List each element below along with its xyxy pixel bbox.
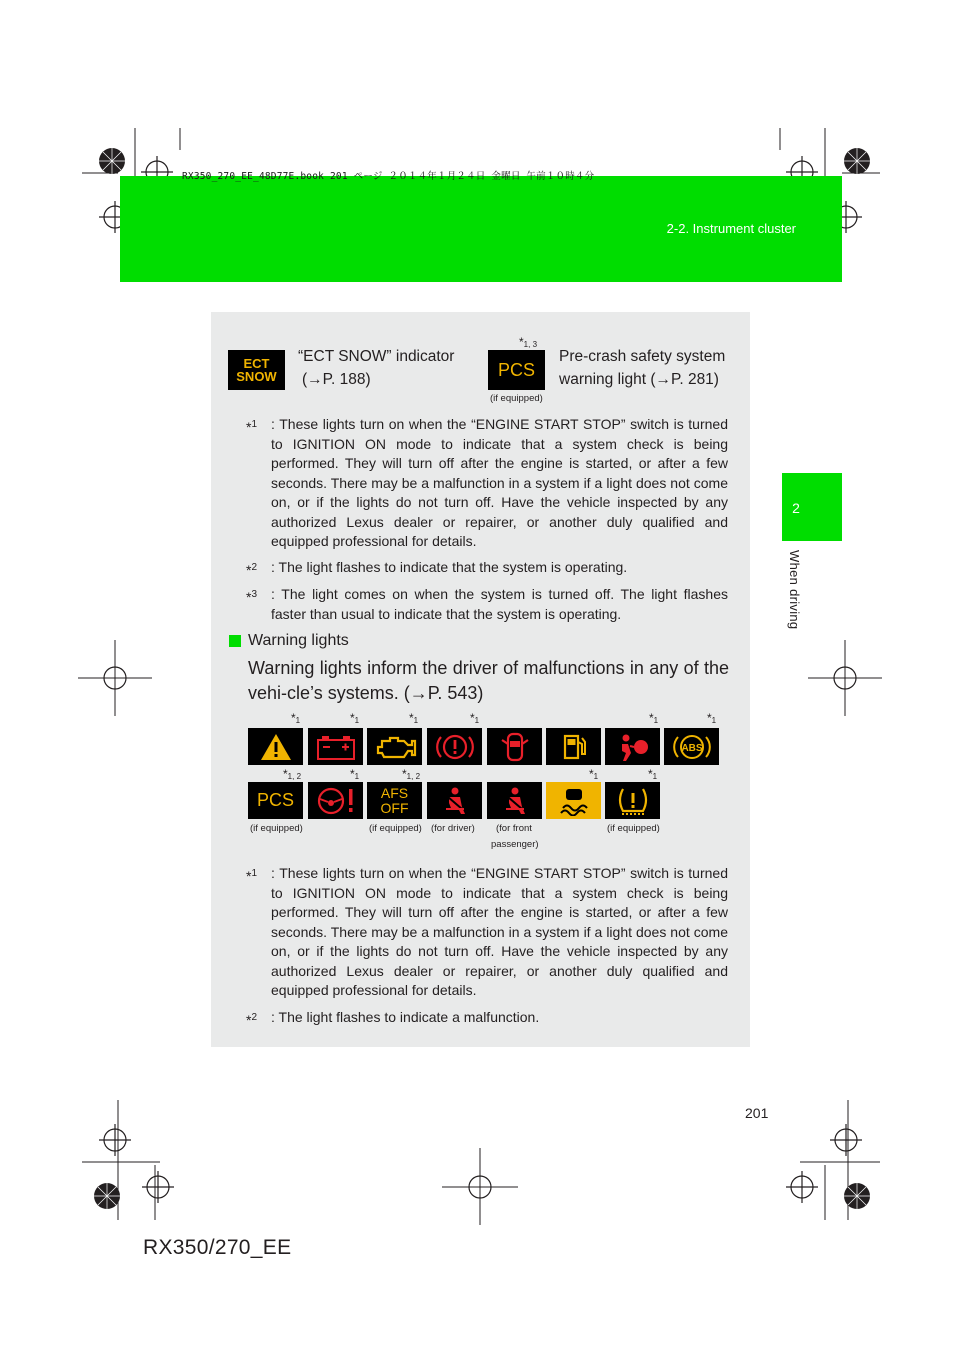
footnote-top-1 (246, 415, 728, 552)
footnote-star: * (246, 589, 252, 605)
footnote-num: 1 (251, 419, 258, 430)
heading-bullet-icon (229, 635, 241, 647)
row2-star-7: $*_1$ (648, 767, 658, 781)
slip-indicator-icon (546, 782, 601, 819)
footnote-bottom-2 (246, 1008, 728, 1028)
afs-off-line2: OFF (380, 799, 409, 816)
charging-system-icon (308, 728, 363, 765)
footnote-star: * (246, 419, 252, 435)
footnote-mark (246, 415, 257, 438)
afs-off-line1: AFS (380, 784, 409, 801)
ect-snow-label-line2: (→P. 188) (302, 371, 371, 388)
file-info: RX350_270_EE_48D77E.book 201 ページ ２０１４年１月２４日 金曜日 午前１０時４分 (182, 171, 595, 182)
pcs-indicator-text: PCS (497, 359, 535, 380)
master-warning-icon (248, 728, 303, 765)
seatbelt-driver-icon (427, 782, 482, 819)
pcs-warning-text: PCS (256, 790, 294, 810)
note-driver: (for driver) (431, 823, 475, 834)
row1-star-1: $*_1$ (291, 711, 301, 725)
brake-system-icon (427, 728, 482, 765)
ect-snow-label (298, 345, 454, 391)
pcs-warning-icon (248, 782, 303, 819)
footnote-top-3 (246, 585, 728, 624)
note-passenger-2: passenger) (491, 839, 539, 850)
abs-icon (664, 728, 719, 765)
row1-star-3: $*_1$ (409, 711, 419, 725)
footnote-bottom-1 (246, 864, 728, 1001)
footnote-mark (246, 1008, 257, 1031)
ect-snow-icon-line2: SNOW (236, 369, 277, 384)
row2-star-3: $*_{1, 2}$ (402, 767, 421, 781)
tire-pressure-icon (605, 782, 660, 819)
seatbelt-passenger-icon (487, 782, 542, 819)
row2-star-6: $*_1$ (589, 767, 599, 781)
footnote-text: : These lights turn on when the “ENGINE START STOP” switch is turned to IGNITION ON mode to indicate that a system check is being performed. They will turn off after the engine is started, or after a few seconds. There may be a malfunction in a system if a light does not come on, or if the lights do not turn off. Have the vehicle inspected by any authorized Lexus dealer or repairer, or another duly qualified and equipped professional for details. (271, 865, 728, 998)
footnote-text: : These lights turn on when the “ENGINE START STOP” switch is turned to IGNITION ON mode to indicate that a system check is being performed. They will turn off after the engine is started, or after a few seconds. There may be a malfunction in a system if a light does not come on, or if the lights do not turn off. Have the vehicle inspected by any authorized Lexus dealer or repairer, or another duly qualified and equipped professional for details. (271, 416, 728, 549)
footnote-text: : The light flashes to indicate a malfunction. (271, 1009, 540, 1025)
note-tire: (if equipped) (607, 823, 660, 834)
footnote-text: : The light flashes to indicate that the system is operating. (271, 559, 628, 575)
row1-star-7: $*_1$ (649, 711, 659, 725)
srs-airbag-icon (605, 728, 660, 765)
power-steering-icon (308, 782, 363, 819)
footnote-mark (246, 585, 257, 608)
row1-star-8: $*_1$ (707, 711, 717, 725)
pcs-label-line1: Pre-crash safety system (559, 348, 726, 365)
check-engine-icon (367, 728, 422, 765)
model-code: RX350/270_EE (143, 1236, 292, 1259)
footnote-star: * (246, 1012, 252, 1028)
open-door-icon (487, 728, 542, 765)
footnote-mark (246, 864, 257, 887)
row2-star-1: $*_{1, 2}$ (283, 767, 302, 781)
ect-snow-label-line1: “ECT SNOW” indicator (298, 348, 455, 365)
footnote-num: 2 (251, 1012, 258, 1023)
pcs-label-line2: warning light (→P. 281) (559, 371, 719, 388)
svg-text:ABS: ABS (680, 742, 703, 754)
note-pcs: (if equipped) (250, 823, 303, 834)
footnote-star: * (246, 562, 252, 578)
ect-snow-icon (228, 350, 285, 390)
chapter-number: 2 (792, 500, 800, 516)
chapter-label: When driving (787, 550, 802, 630)
afs-off-icon (367, 782, 422, 819)
low-fuel-icon (546, 728, 601, 765)
footnote-mark (246, 558, 257, 581)
warning-lights-heading (229, 632, 349, 650)
note-passenger-1: (for front (496, 823, 532, 834)
footnote-num: 1 (251, 868, 258, 879)
pcs-star-sub: 1, 3 (523, 340, 538, 349)
footnote-star: * (246, 868, 252, 884)
page-number: 201 (745, 1105, 769, 1121)
pcs-note: (if equipped) (490, 393, 543, 404)
footnote-num: 3 (251, 589, 258, 600)
footnote-top-2 (246, 558, 728, 578)
section-title: 2-2. Instrument cluster (666, 221, 796, 236)
pcs-indicator-icon (488, 350, 545, 390)
pcs-star: * (519, 335, 524, 349)
pcs-label (559, 345, 725, 391)
row1-star-2: $*_1$ (350, 711, 360, 725)
footnote-text: : The light comes on when the system is turned off. The light flashes faster than usual to indicate that the system is operating. (271, 586, 728, 622)
ect-snow-icon-line1: ECT (243, 356, 270, 371)
warning-lights-body: Warning lights inform the driver of malfunctions in any of the vehi-cle’s systems. (→P. 543) (248, 658, 729, 703)
row1-star-4: $*_1$ (470, 711, 480, 725)
row2-star-2: $*_1$ (350, 767, 360, 781)
footnote-num: 2 (251, 562, 258, 573)
note-afs: (if equipped) (369, 823, 422, 834)
warning-lights-heading-text: Warning lights (248, 632, 349, 649)
pcs-footnote-mark (519, 335, 537, 349)
